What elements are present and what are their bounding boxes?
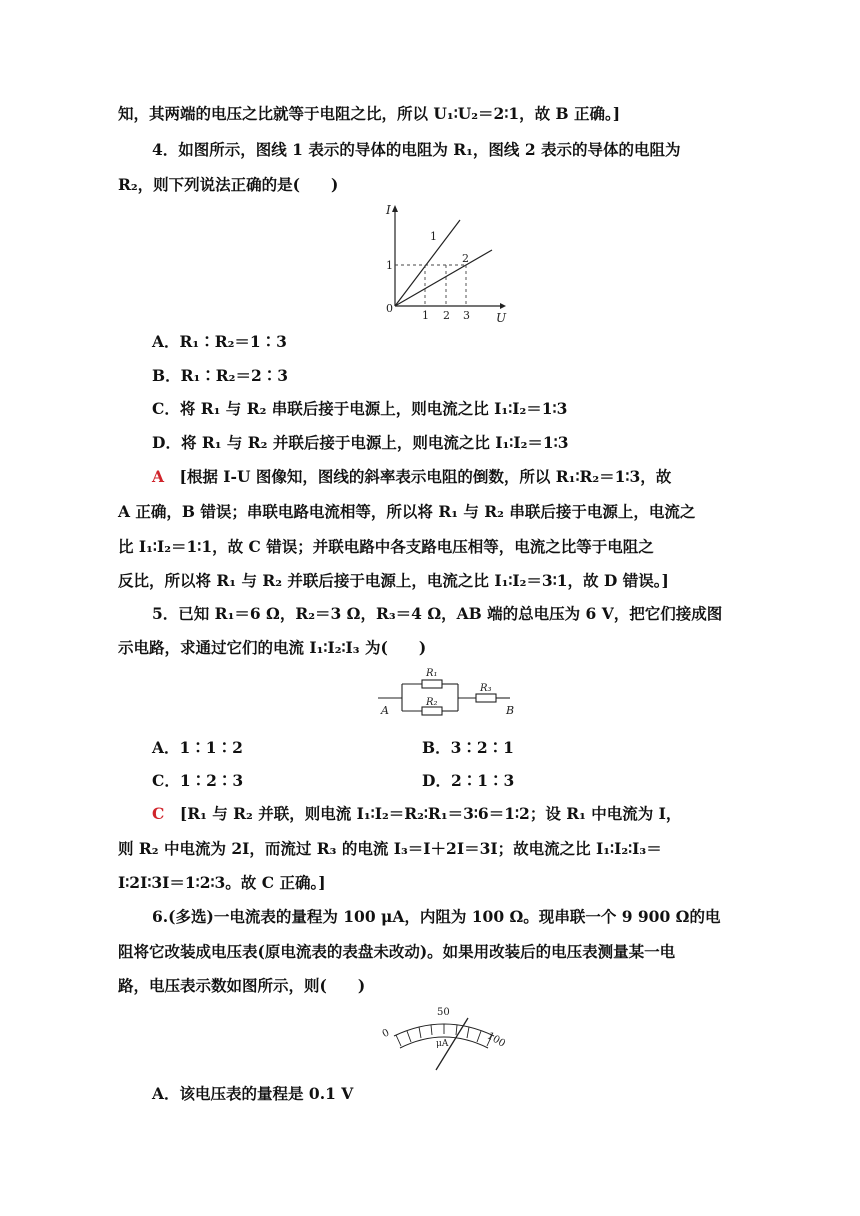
r1-label: R₁ xyxy=(426,668,438,679)
x-tick-label: 1 xyxy=(422,309,429,322)
line-1 xyxy=(395,220,460,306)
circuit-figure xyxy=(374,665,524,721)
answer-4-line: 比 I₁∶I₂＝1∶1，故 C 错误；并联电路中各支路电压相等，电流之比等于电阻之 xyxy=(118,537,654,556)
resistor-r1 xyxy=(422,680,442,688)
dial-zero-label: 0 xyxy=(380,1027,392,1041)
x-tick-label: 3 xyxy=(463,309,470,322)
option-c: C．1∶2∶3 xyxy=(152,771,244,790)
meter-dial-figure xyxy=(380,1000,510,1076)
answer-key: C xyxy=(152,804,165,823)
question-5-stem: 示电路，求通过它们的电流 I₁∶I₂∶I₃ 为( ) xyxy=(118,638,427,657)
dial-max-label: 100 xyxy=(485,1030,508,1050)
option-d: D．将 R₁ 与 R₂ 并联后接于电源上，则电流之比 I₁∶I₂＝1∶3 xyxy=(152,433,569,452)
option-b: B．3∶2∶1 xyxy=(422,738,514,757)
resistor-r3 xyxy=(476,694,496,702)
resistor-r2 xyxy=(422,707,442,715)
y-axis-label: I xyxy=(386,203,391,217)
question-6-stem: 6.(多选)一电流表的量程为 100 μA，内阻为 100 Ω。现串联一个 9 900 Ω的电 xyxy=(152,907,721,926)
option-a: A．该电压表的量程是 0.1 V xyxy=(152,1084,354,1103)
terminal-b-label: B xyxy=(506,704,515,717)
answer-key: A xyxy=(152,467,165,486)
dial-unit-label: μA xyxy=(436,1039,449,1049)
option-a: A．R₁∶R₂＝1∶3 xyxy=(152,332,287,351)
answer-4-line: A 正确，B 错误；串联电路电流相等，所以将 R₁ 与 R₂ 串联后接于电源上，电流之 xyxy=(118,502,696,521)
x-axis-label: U xyxy=(496,311,507,322)
text-line: 知，其两端的电压之比就等于电阻之比，所以 U₁∶U₂＝2∶1，故 B 正确。] xyxy=(118,104,621,123)
question-4-stem: R₂，则下列说法正确的是( ) xyxy=(118,175,339,194)
iu-graph-figure xyxy=(372,202,512,322)
r3-label: R₃ xyxy=(480,683,492,694)
option-c: C．将 R₁ 与 R₂ 串联后接于电源上，则电流之比 I₁∶I₂＝1∶3 xyxy=(152,399,568,418)
line-1-label: 1 xyxy=(430,230,437,243)
origin-label: 0 xyxy=(386,302,393,315)
answer-5-line: 则 R₂ 中电流为 2I，而流过 R₃ 的电流 I₃＝I＋2I＝3I；故电流之比 I₁∶I₂∶I₃＝ xyxy=(118,839,662,858)
x-tick-label: 2 xyxy=(443,309,450,322)
option-d: D．2∶1∶3 xyxy=(422,771,515,790)
answer-4-line: 反比，所以将 R₁ 与 R₂ 并联后接于电源上，电流之比 I₁∶I₂＝3∶1，故 D 错误。] xyxy=(118,571,669,590)
answer-5-line: C [R₁ 与 R₂ 并联，则电流 I₁∶I₂＝R₂∶R₁＝3∶6＝1∶2；设 R₁ 中电流为 I， xyxy=(152,804,682,823)
question-6-stem: 路，电压表示数如图所示，则( ) xyxy=(118,976,366,995)
line-2 xyxy=(395,250,492,306)
question-5-stem: 5．已知 R₁＝6 Ω，R₂＝3 Ω，R₃＝4 Ω，AB 端的总电压为 6 V，把它们接成图 xyxy=(152,604,723,623)
question-4-stem: 4．如图所示，图线 1 表示的导体的电阻为 R₁，图线 2 表示的导体的电阻为 xyxy=(152,140,681,159)
dial-mid-label: 50 xyxy=(437,1007,450,1018)
y-tick-label: 1 xyxy=(386,259,393,272)
option-a: A．1∶1∶2 xyxy=(152,738,243,757)
question-6-stem: 阻将它改装成电压表(原电流表的表盘未改动)。如果用改装后的电压表测量某一电 xyxy=(118,942,676,961)
option-b: B．R₁∶R₂＝2∶3 xyxy=(152,366,289,385)
terminal-a-label: A xyxy=(381,704,389,717)
line-2-label: 2 xyxy=(462,252,469,265)
r2-label: R₂ xyxy=(426,697,438,708)
answer-4-line: A [根据 I-U 图像知，图线的斜率表示电阻的倒数，所以 R₁∶R₂＝1∶3，故 xyxy=(152,467,672,486)
answer-5-line: I∶2I∶3I＝1∶2∶3。故 C 正确。] xyxy=(118,873,326,892)
